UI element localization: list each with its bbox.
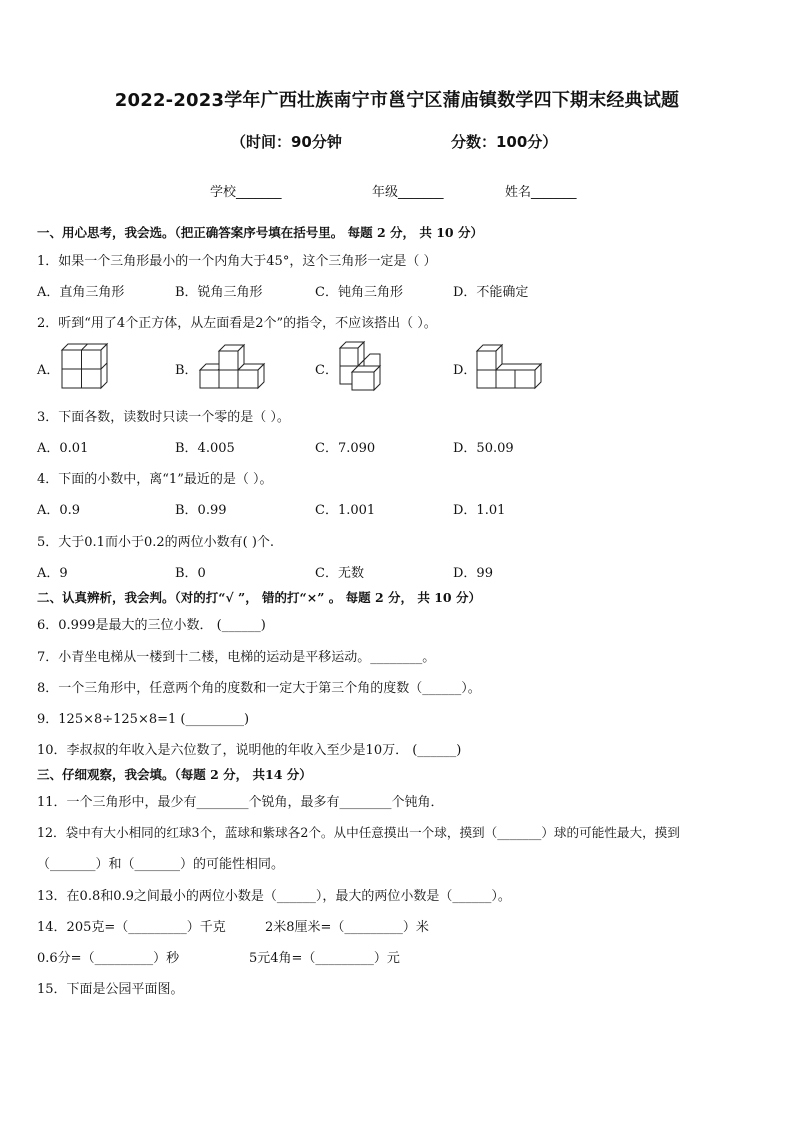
q2-option-a-label: A． xyxy=(37,363,60,378)
q1-option-d: D．不能确定 xyxy=(453,285,529,300)
q2-option-b-label: B． xyxy=(175,363,198,378)
question-14-part-4: 5元4角=（_________）元 xyxy=(249,951,400,966)
score-label: 分数：100分） xyxy=(451,133,558,151)
question-15: 15．下面是公园平面图。 xyxy=(37,982,184,997)
question-14-part-3: 0.6分=（_________）秒 xyxy=(37,951,180,966)
page-title: 2022-2023学年广西壮族南宁市邕宁区蒲庙镇数学四下期末经典试题 xyxy=(114,90,680,111)
cube-figure-c xyxy=(336,340,386,392)
q5-option-b: B．0 xyxy=(175,566,206,581)
q3-option-b: B．4.005 xyxy=(175,441,235,456)
section-2-heading: 二、认真辨析，我会判。（对的打“√ ”， 错的打“×” 。 每题 2 分， 共 10 分） xyxy=(37,590,481,605)
q4-option-b: B．0.99 xyxy=(175,503,227,518)
question-6: 6．0.999是最大的三位小数． (______) xyxy=(37,618,266,633)
question-1: 1．如果一个三角形最小的一个内角大于45°，这个三角形一定是（ ） xyxy=(37,254,437,269)
q5-option-d: D．99 xyxy=(453,566,493,581)
q4-option-d: D．1.01 xyxy=(453,503,506,518)
cube-figure-b xyxy=(198,342,268,390)
question-3: 3．下面各数，读数时只读一个零的是（ ）。 xyxy=(37,410,290,425)
q1-option-a: A．直角三角形 xyxy=(37,285,125,300)
question-10: 10．李叔叔的年收入是六位数了，说明他的年收入至少是10万． (______) xyxy=(37,743,462,758)
question-13: 13．在0.8和0.9之间最小的两位小数是（______），最大的两位小数是（______）。 xyxy=(37,889,511,904)
q3-option-c: C．7.090 xyxy=(315,441,376,456)
q4-option-c: C．1.001 xyxy=(315,503,376,518)
q5-option-a: A．9 xyxy=(37,566,68,581)
school-field: 学校_______ xyxy=(210,185,282,200)
section-3-heading: 三、仔细观察，我会填。（每题 2 分， 共14 分） xyxy=(37,767,312,782)
q1-option-b: B．锐角三角形 xyxy=(175,285,263,300)
grade-field: 年级_______ xyxy=(372,185,444,200)
question-9: 9．125×8÷125×8=1 (_________) xyxy=(37,712,250,727)
question-12-line-2: （_______）和（_______）的可能性相同。 xyxy=(37,857,285,872)
q1-option-c: C．钝角三角形 xyxy=(315,285,403,300)
q5-option-c: C．无数 xyxy=(315,566,364,581)
q2-option-c-label: C． xyxy=(315,363,338,378)
section-1-heading: 一、用心思考，我会选。（把正确答案序号填在括号里。 每题 2 分， 共 10 分） xyxy=(37,225,483,240)
question-4: 4．下面的小数中，离“1”最近的是（ ）。 xyxy=(37,472,273,487)
question-2: 2．听到“用了4个正方体，从左面看是2个”的指令，不应该搭出（ ）。 xyxy=(37,316,437,331)
question-14-part-1: 14．205克=（_________）千克 xyxy=(37,920,226,935)
cube-figure-a xyxy=(60,342,110,390)
q3-option-a: A．0.01 xyxy=(37,441,89,456)
time-label: （时间：90分钟 xyxy=(231,133,342,151)
question-12-line-1: 12．袋中有大小相同的红球3个，蓝球和紫球各2个。从中任意摸出一个球，摸到（_______）球的可能性最大，摸到 xyxy=(37,825,680,840)
question-7: 7．小青坐电梯从一楼到十二楼，电梯的运动是平移运动。________。 xyxy=(37,650,436,665)
question-14-part-2: 2米8厘米=（_________）米 xyxy=(265,920,429,935)
name-field: 姓名_______ xyxy=(505,185,577,200)
q2-option-d-label: D． xyxy=(453,363,477,378)
q4-option-a: A．0.9 xyxy=(37,503,81,518)
question-11: 11．一个三角形中，最少有________个锐角，最多有________个钝角． xyxy=(37,795,444,810)
q3-option-d: D．50.09 xyxy=(453,441,514,456)
question-8: 8．一个三角形中，任意两个角的度数和一定大于第三个角的度数（______）。 xyxy=(37,681,481,696)
cube-figure-d xyxy=(475,342,545,390)
question-5: 5．大于0.1而小于0.2的两位小数有( )个. xyxy=(37,535,275,550)
